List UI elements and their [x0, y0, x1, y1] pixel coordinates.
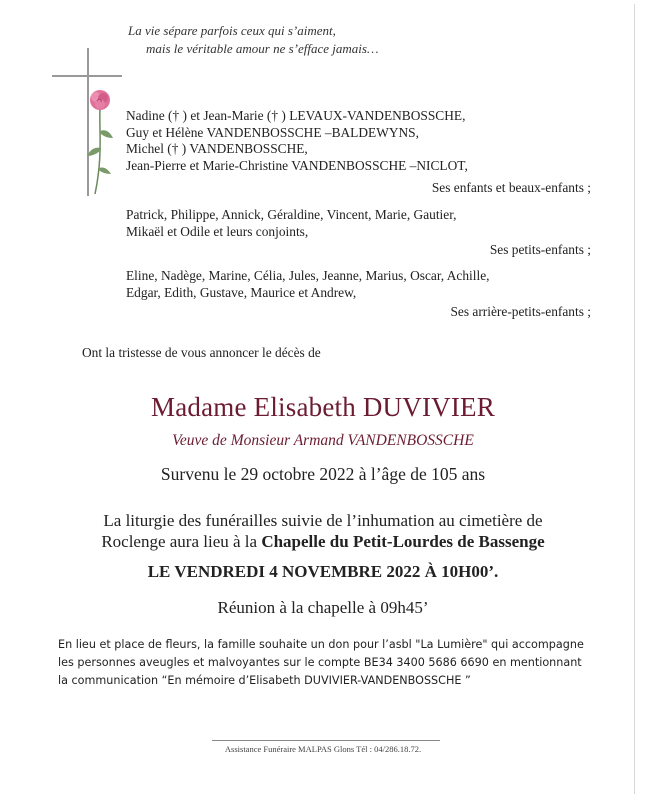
grandchildren-relation: Ses petits-enfants ; [489, 242, 591, 257]
cross-horizontal [52, 75, 122, 77]
child-line: Guy et Hélène VANDENBOSSCHE –BALDEWYNS, [126, 124, 419, 140]
funeral-date: LE VENDREDI 4 NOVEMBRE 2022 À 10H00’. [147, 562, 499, 581]
donation-line: En lieu et place de fleurs, la famille souhaite un don pour l’asbl "La Lumière" qui accompagne [58, 638, 584, 651]
death-date-age: Survenu le 29 octobre 2022 à l’âge de 105 ans [160, 464, 486, 484]
liturgy-text [0, 510, 646, 552]
grandchild-line: Mikaël et Odile et leurs conjoints, [126, 223, 309, 239]
grandchild-line: Patrick, Philippe, Annick, Géraldine, Vincent, Marie, Gautier, [126, 207, 457, 222]
deceased-widow-line: Veuve de Monsieur Armand VANDENBOSSCHE [172, 432, 474, 449]
child-line: Michel († ) VANDENBOSSCHE, [126, 141, 308, 156]
cross-with-rose-icon [52, 48, 122, 198]
footer-divider [212, 740, 440, 741]
liturgy-line-2 [0, 531, 646, 552]
liturgy-chapel-name: Chapelle du Petit-Lourdes de Bassenge [261, 532, 545, 551]
donation-line: les personnes aveugles et malvoyantes sur le compte BE34 3400 5686 6690 en mentionnant [58, 656, 582, 669]
liturgy-line-1: La liturgie des funérailles suivie de l’inhumation au cimetière de [103, 511, 543, 530]
announcement-intro: Ont la tristesse de vous annoncer le décès de [82, 345, 321, 360]
grandchildren-list [126, 207, 457, 240]
quote-line-2: mais le véritable amour ne s’efface jamais… [146, 41, 379, 56]
great-grandchildren-relation: Ses arrière-petits-enfants ; [450, 304, 591, 319]
great-grandchild-line: Edgar, Edith, Gustave, Maurice et Andrew, [126, 284, 357, 300]
child-line: Jean-Pierre et Marie-Christine VANDENBOSSCHE –NICLOT, [126, 157, 468, 173]
child-line: Nadine († ) et Jean-Marie († ) LEVAUX-VANDENBOSSCHE, [126, 108, 466, 123]
funeral-home-footer: Assistance Funéraire MALPAS Glons Tél : 04/286.18.72. [224, 744, 422, 754]
meeting-time: Réunion à la chapelle à 09h45’ [217, 598, 429, 617]
liturgy-location-prefix: Roclenge aura lieu à la [101, 532, 262, 551]
epitaph-quote [128, 22, 379, 58]
great-grandchildren-list [126, 268, 490, 301]
children-list [126, 108, 468, 174]
rose-icon [85, 86, 115, 196]
great-grandchild-line: Eline, Nadège, Marine, Célia, Jules, Jeanne, Marius, Oscar, Achille, [126, 268, 490, 283]
deceased-name: Madame Elisabeth DUVIVIER [151, 392, 495, 422]
children-relation: Ses enfants et beaux-enfants ; [431, 180, 591, 195]
donation-notice [58, 636, 618, 690]
quote-line-1: La vie sépare parfois ceux qui s’aiment, [128, 23, 336, 38]
donation-line: la communication “En mémoire d’Elisabeth DUVIVIER-VANDENBOSSCHE ” [58, 674, 471, 687]
